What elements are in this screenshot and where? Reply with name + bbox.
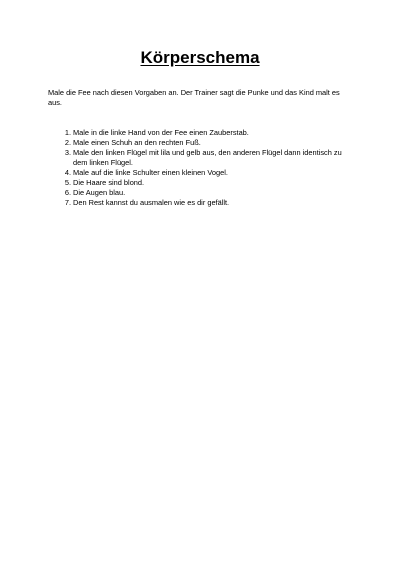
- list-item-number: 1.: [64, 128, 71, 137]
- list-item-number: 3.: [64, 148, 71, 157]
- list-item: [58, 178, 348, 188]
- list-item-number: 7.: [64, 198, 71, 207]
- list-item-text: Male einen Schuh an den rechten Fuß.: [73, 138, 201, 147]
- intro-paragraph: Male die Fee nach diesen Vorgaben an. Der Trainer sagt die Punke und das Kind malt es aus.: [48, 88, 340, 107]
- list-item: [58, 168, 348, 178]
- list-item-number: 4.: [64, 168, 71, 177]
- list-item: [58, 148, 348, 168]
- list-item: [58, 188, 348, 198]
- list-item-number: 2.: [64, 138, 71, 147]
- list-item-text: Den Rest kannst du ausmalen wie es dir gefällt.: [73, 198, 230, 207]
- list-item-number: 6.: [64, 188, 71, 197]
- list-item-text: Male den linken Flügel mit lila und gelb aus, den anderen Flügel dann identisch zu dem linken Flügel.: [73, 148, 342, 167]
- page-title: Körperschema: [140, 48, 260, 67]
- list-item-text: Male auf die linke Schulter einen kleinen Vogel.: [73, 168, 228, 177]
- task-list: [58, 128, 348, 208]
- list-item: [58, 128, 348, 138]
- list-item-text: Male in die linke Hand von der Fee einen Zauberstab.: [73, 128, 249, 137]
- list-item-text: Die Augen blau.: [73, 188, 126, 197]
- list-item-text: Die Haare sind blond.: [73, 178, 145, 187]
- list-item: [58, 138, 348, 148]
- list-item: [58, 198, 348, 208]
- list-item-number: 5.: [64, 178, 71, 187]
